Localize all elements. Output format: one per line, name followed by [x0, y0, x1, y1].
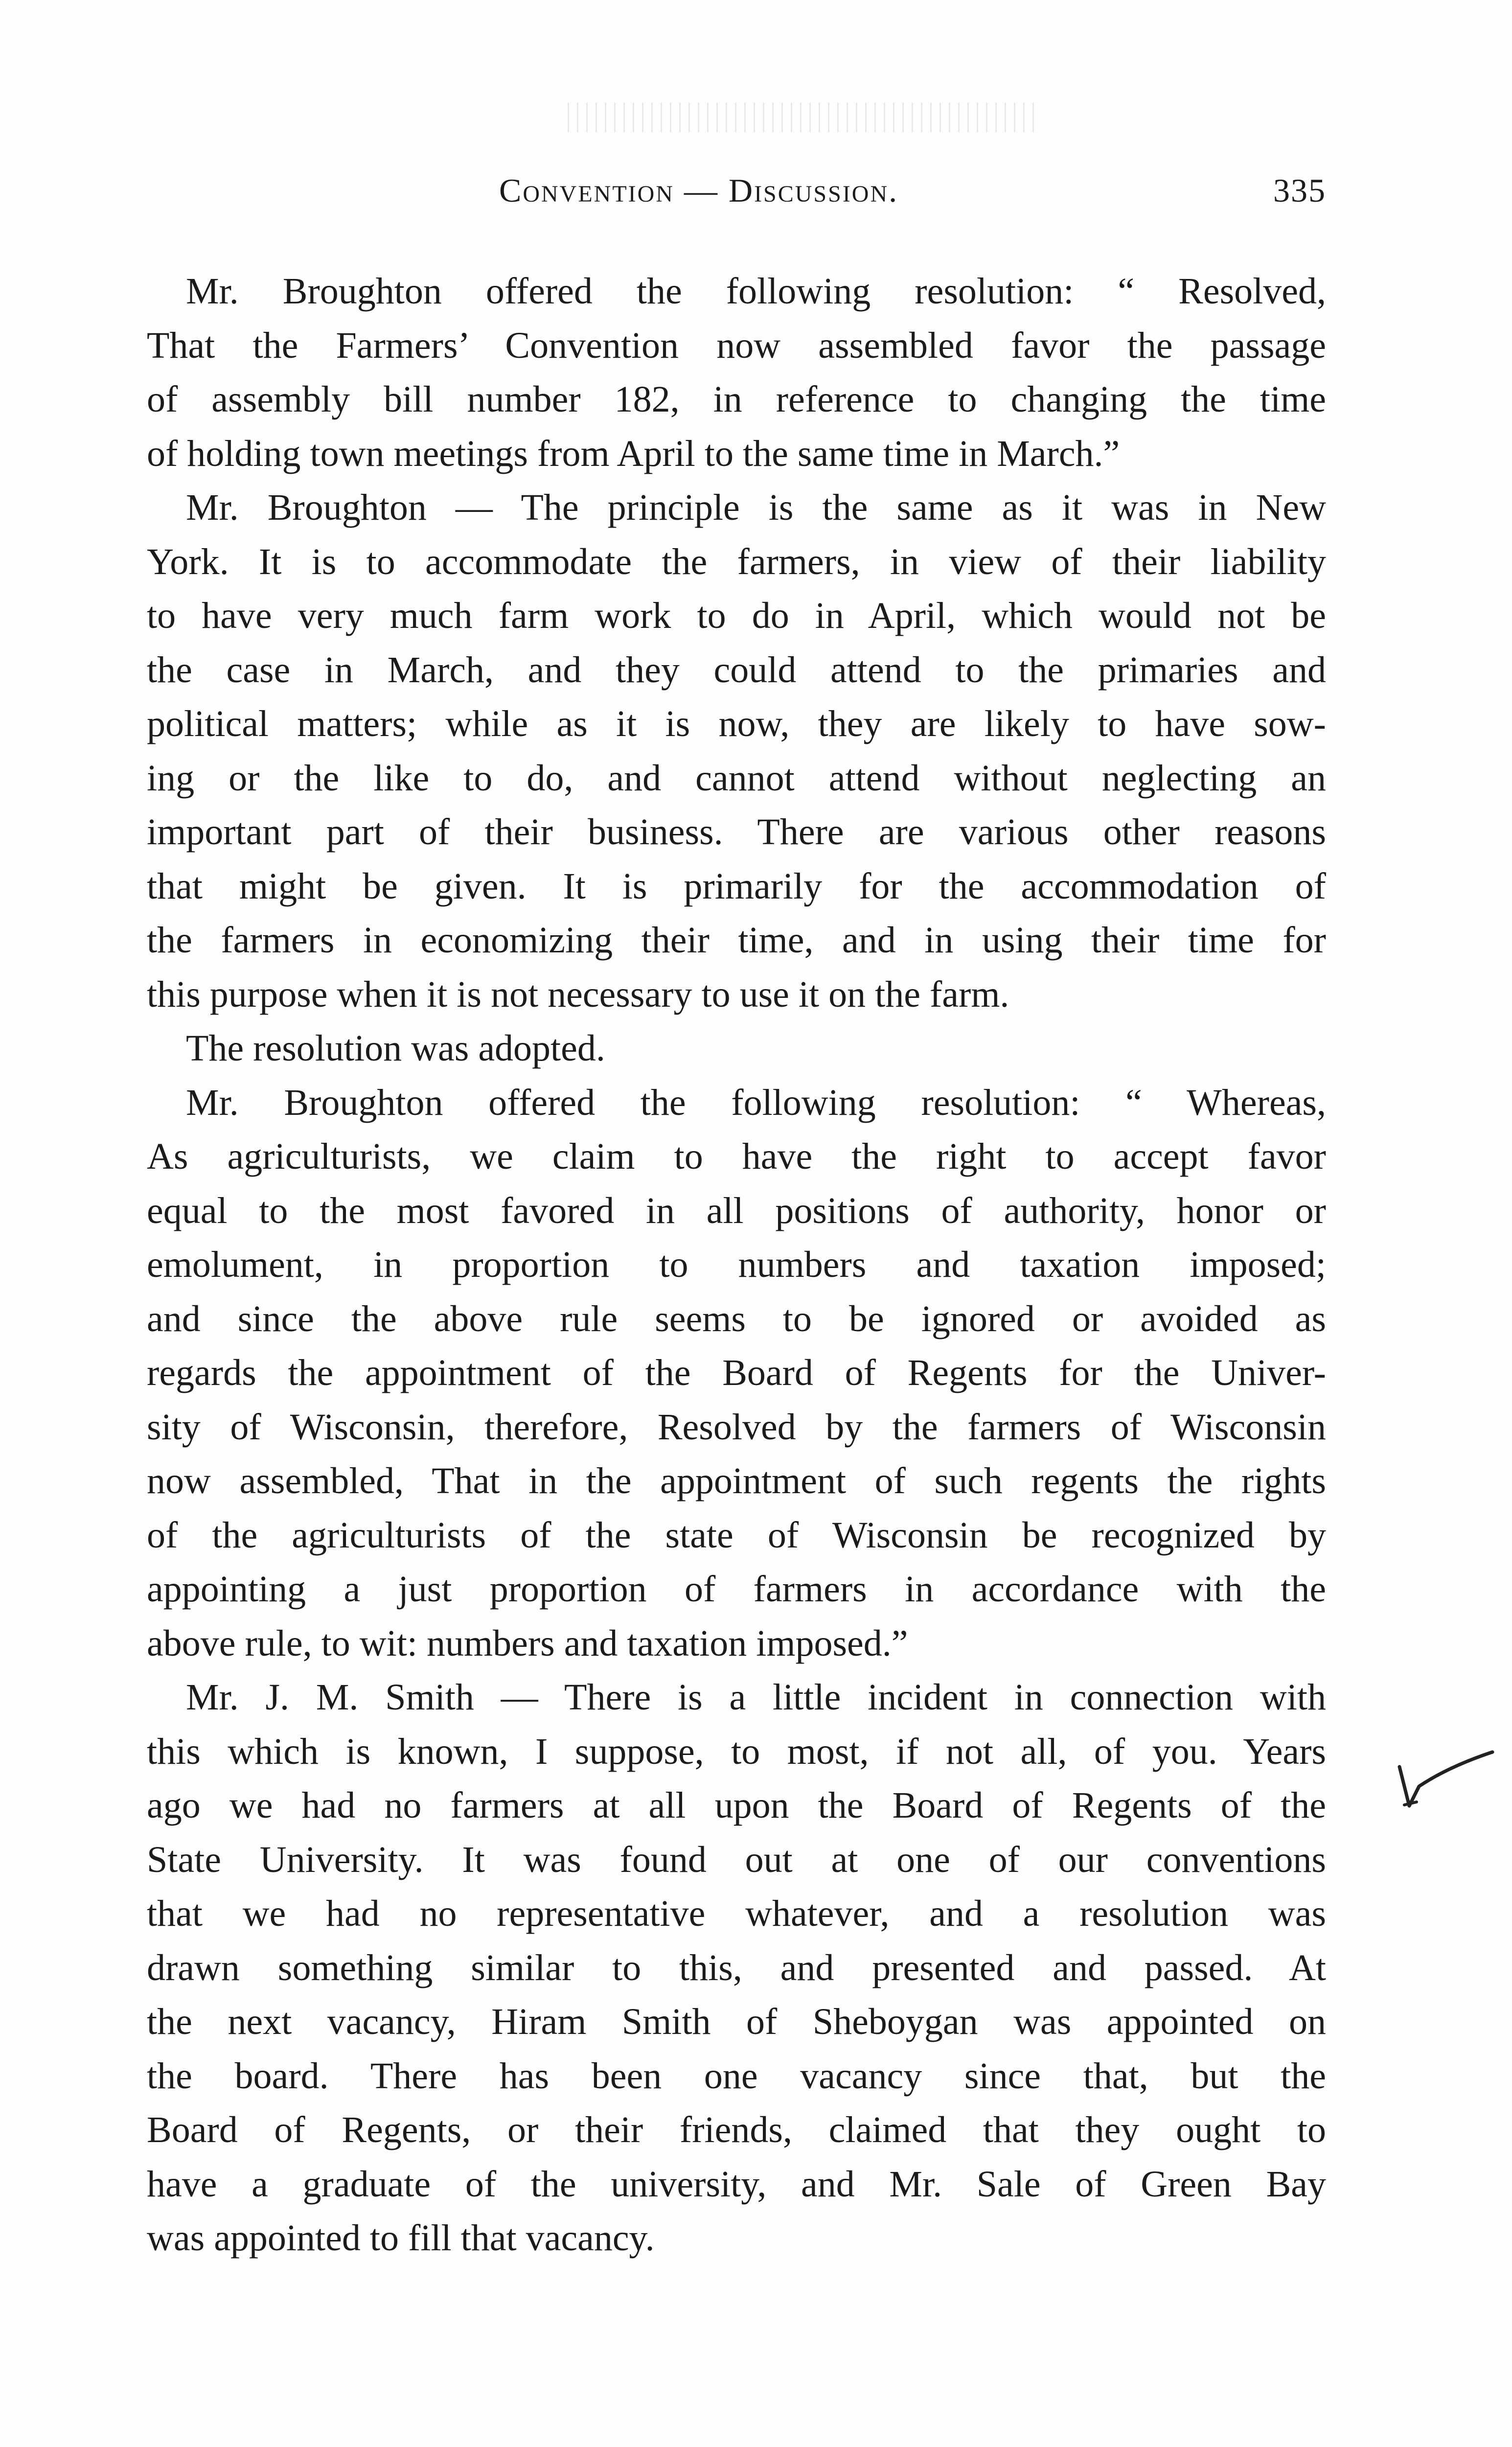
paragraph-5-line-1: Mr. J. M. Smith — There is a little incident in connection with [186, 1677, 1326, 1718]
paragraph-1-line-2: That the Farmers’ Convention now assembled favor the passage [147, 324, 1326, 366]
paragraph-5-line-10: have a graduate of the university, and Mr. Sale of Green Bay [147, 2163, 1326, 2205]
paragraph-4-line-5: and since the above rule seems to be ignored or avoided as [147, 1298, 1326, 1339]
paragraph-4-line-8: now assembled, That in the appointment of such regents the rights [147, 1460, 1326, 1501]
paragraph-3-line-1: The resolution was adopted. [186, 1028, 605, 1069]
handwritten-check-mark-icon [1390, 1747, 1497, 1821]
paragraph-4-line-7: sity of Wisconsin, therefore, Resolved by the farmers of Wisconsin [147, 1406, 1326, 1448]
paragraph-5-line-4: State University. It was found out at one of our conventions [147, 1839, 1326, 1880]
paragraph-4-line-10: appointing a just proportion of farmers in accordance with the [147, 1569, 1326, 1610]
paragraph-4-line-11: above rule, to wit: numbers and taxation imposed.” [147, 1622, 908, 1664]
paragraph-4-line-2: As agriculturists, we claim to have the right to accept favor [147, 1136, 1326, 1177]
paragraph-5-line-3: ago we had no farmers at all upon the Board of Regents of the [147, 1785, 1326, 1826]
page-header [147, 171, 1326, 225]
paragraph-1-line-4: of holding town meetings from April to the same time in March.” [147, 433, 1120, 474]
paragraph-5-line-7: the next vacancy, Hiram Smith of Sheboygan was appointed on [147, 2001, 1326, 2042]
paragraph-2-line-9: the farmers in economizing their time, and in using their time for [147, 920, 1326, 961]
paragraph-1-line-1: Mr. Broughton offered the following resolution: “ Resolved, [186, 271, 1326, 312]
paragraph-1-line-3: of assembly bill number 182, in reference to changing the time [147, 379, 1326, 420]
paragraph-5-line-6: drawn something similar to this, and presented and passed. At [147, 1947, 1326, 1988]
paragraph-2-line-10: this purpose when it is not necessary to use it on the farm. [147, 973, 1009, 1015]
paragraph-2-line-2: York. It is to accommodate the farmers, in view of their liability [147, 541, 1326, 582]
paragraph-5-line-5: that we had no representative whatever, and a resolution was [147, 1893, 1326, 1934]
paragraph-4-line-1: Mr. Broughton offered the following resolution: “ Whereas, [186, 1082, 1326, 1123]
body-text [147, 264, 1326, 2265]
paragraph-4-line-3: equal to the most favored in all positions of authority, honor or [147, 1190, 1326, 1231]
paragraph-5-line-11: was appointed to fill that vacancy. [147, 2217, 655, 2259]
paragraph-5-line-2: this which is known, I suppose, to most, if not all, of you. Years [147, 1731, 1326, 1772]
page-speckle-decoration [568, 103, 1037, 132]
paragraph-4-line-6: regards the appointment of the Board of Regents for the Univer- [147, 1352, 1326, 1393]
paragraph-2-line-4: the case in March, and they could attend to the primaries and [147, 649, 1326, 691]
running-head: Convention — Discussion. [499, 172, 899, 209]
paragraph-2-line-1: Mr. Broughton — The principle is the same as it was in New [186, 487, 1326, 528]
page-number: 335 [1273, 172, 1326, 209]
paragraph-2-line-3: to have very much farm work to do in April, which would not be [147, 595, 1326, 636]
paragraph-2-line-5: political matters; while as it is now, they are likely to have sow- [147, 703, 1326, 744]
paragraph-2-line-7: important part of their business. There are various other reasons [147, 811, 1326, 853]
paragraph-4-line-4: emolument, in proportion to numbers and taxation imposed; [147, 1244, 1326, 1285]
paragraph-2-line-8: that might be given. It is primarily for the accommodation of [147, 865, 1326, 907]
paragraph-2-line-6: ing or the like to do, and cannot attend without neglecting an [147, 757, 1326, 799]
paragraph-5-line-8: the board. There has been one vacancy since that, but the [147, 2055, 1326, 2097]
paragraph-5-line-9: Board of Regents, or their friends, claimed that they ought to [147, 2109, 1326, 2150]
paragraph-4-line-9: of the agriculturists of the state of Wisconsin be recognized by [147, 1514, 1326, 1556]
